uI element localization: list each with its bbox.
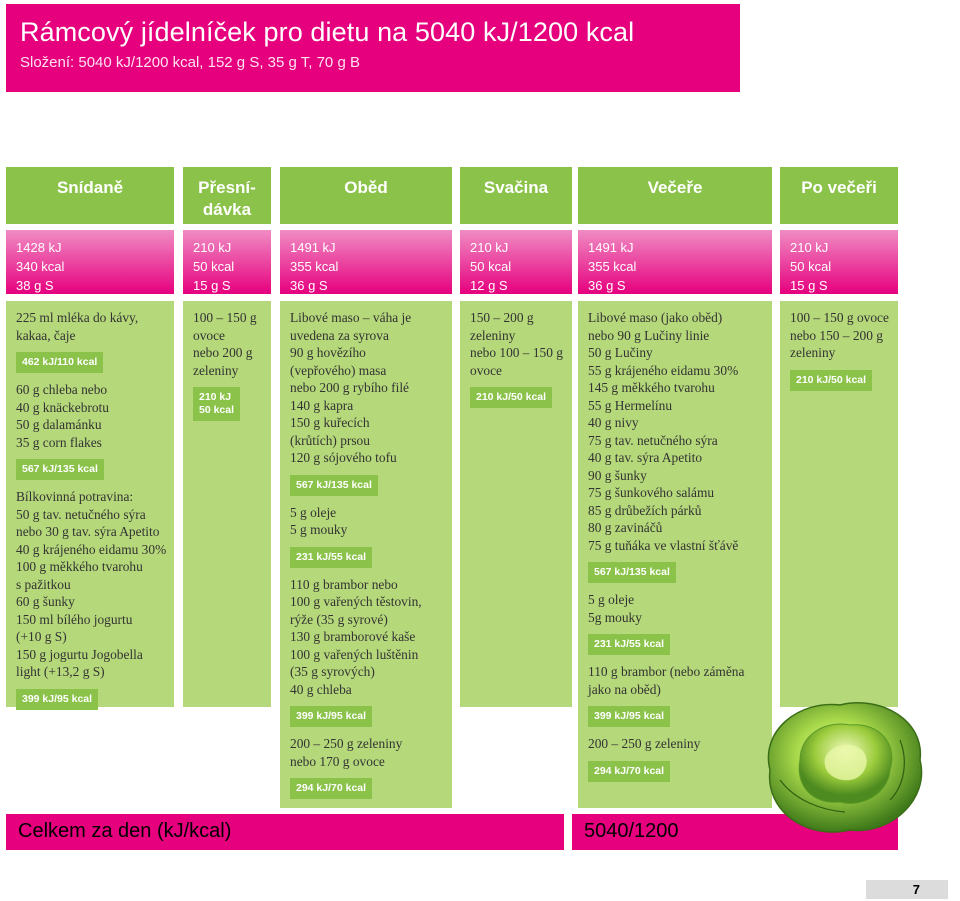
food-line: 100 g vařených luštěnin xyxy=(290,646,419,662)
total-label: Celkem za den (kJ/kcal) xyxy=(6,814,564,850)
food-line: 40 g knäckebrotu xyxy=(16,399,109,415)
energy-value: 50 kcal xyxy=(470,259,512,274)
food-line: (+10 g S) xyxy=(16,629,67,644)
food-line: 35 g corn flakes xyxy=(16,434,102,450)
food-line: nebo 30 g tav. sýra Apetito xyxy=(16,524,160,539)
food-line: nebo 170 g ovoce xyxy=(290,753,385,769)
food-line: 75 g tuňáka ve vlastní šťávě xyxy=(588,537,739,553)
energy-value: 340 kcal xyxy=(16,259,65,274)
energy-badge-line: 210 kJ xyxy=(199,391,232,403)
food-line: 200 – 250 g zeleniny xyxy=(588,736,701,751)
column-body xyxy=(578,301,772,808)
food-line: 55 g Hermelínu xyxy=(588,397,673,413)
energy-value: 210 kJ xyxy=(193,240,232,255)
energy-value: 1491 kJ xyxy=(588,240,634,255)
lettuce-illustration xyxy=(750,660,950,860)
energy-value: 210 kJ xyxy=(470,240,509,255)
food-line: (vepřového) masa xyxy=(290,362,387,378)
food-line: 150 g jogurtu Jogobella xyxy=(16,646,143,662)
energy-value: 36 g S xyxy=(588,278,626,293)
column-body xyxy=(280,301,452,808)
energy-badge: 567 kJ/135 kcal xyxy=(290,475,378,496)
energy-value: 15 g S xyxy=(790,278,828,293)
energy-badge xyxy=(193,387,240,421)
page-number: 7 xyxy=(866,880,948,899)
food-line: uvedena za syrova xyxy=(290,327,389,343)
energy-badge: 231 kJ/55 kcal xyxy=(588,634,670,655)
column-energy xyxy=(280,230,452,294)
energy-badge: 210 kJ/50 kcal xyxy=(790,370,872,391)
food-line: 60 g chleba nebo xyxy=(16,382,108,397)
energy-badge: 567 kJ/135 kcal xyxy=(588,562,676,583)
energy-value: 50 kcal xyxy=(193,259,235,274)
food-line: rýže (35 g syrové) xyxy=(290,611,388,627)
food-line: nebo 200 g rybího filé xyxy=(290,380,410,395)
energy-value: 36 g S xyxy=(290,278,328,293)
energy-value: 15 g S xyxy=(193,278,231,293)
column-body xyxy=(460,301,572,707)
column-energy xyxy=(183,230,271,294)
food-line: jako na oběd) xyxy=(588,681,661,697)
food-line: 120 g sójového tofu xyxy=(290,450,397,465)
energy-badge: 399 kJ/95 kcal xyxy=(16,689,98,710)
energy-value: 38 g S xyxy=(16,278,54,293)
food-line: Libové maso (jako oběd) xyxy=(588,310,723,325)
food-line: ovoce xyxy=(470,362,502,378)
column-energy xyxy=(460,230,572,294)
food-line: nebo 90 g Lučiny linie xyxy=(588,327,710,343)
energy-badge: 294 kJ/70 kcal xyxy=(290,778,372,799)
food-line: 5g mouky xyxy=(588,609,642,625)
column-energy xyxy=(780,230,898,294)
food-line: 40 g krájeného eidamu 30% xyxy=(16,541,167,557)
food-line: 150 – 200 g xyxy=(470,310,534,325)
food-line: 100 – 150 g ovoce xyxy=(790,310,889,325)
food-line: 40 g chleba xyxy=(290,681,352,697)
energy-badge: 294 kJ/70 kcal xyxy=(588,761,670,782)
food-line: 5 g mouky xyxy=(290,522,348,537)
food-line: zeleniny xyxy=(193,362,239,378)
food-line: 40 g nivy xyxy=(588,415,639,430)
food-line: Libové maso – váha je xyxy=(290,310,412,325)
food-line: 90 g hovězího xyxy=(290,345,366,360)
column-header: Večeře xyxy=(578,167,772,224)
food-line: zeleniny xyxy=(470,327,516,343)
food-line: 130 g bramborové kaše xyxy=(290,629,416,644)
food-line: 140 g kapra xyxy=(290,397,354,413)
energy-value: 12 g S xyxy=(470,278,508,293)
food-line: Bílkovinná potravina: xyxy=(16,489,134,504)
food-line: (35 g syrových) xyxy=(290,664,375,679)
food-line: 150 g kuřecích xyxy=(290,415,370,430)
energy-badge-line: 50 kcal xyxy=(199,404,235,416)
column-body xyxy=(183,301,271,707)
food-line: 225 ml mléka do kávy, xyxy=(16,310,139,325)
energy-value: 210 kJ xyxy=(790,240,829,255)
food-line: ovoce xyxy=(193,327,225,343)
food-line: 80 g zavináčů xyxy=(588,520,663,535)
energy-badge: 231 kJ/55 kcal xyxy=(290,547,372,568)
food-line: 55 g krájeného eidamu 30% xyxy=(588,362,739,378)
page-subtitle: Složení: 5040 kJ/1200 kcal, 152 g S, 35 g T, 70 g B xyxy=(20,54,360,71)
column-header: Snídaně xyxy=(6,167,174,224)
food-line: 75 g tav. netučného sýra xyxy=(588,432,718,448)
food-line: (krůtích) prsou xyxy=(290,432,370,448)
energy-badge: 399 kJ/95 kcal xyxy=(588,706,670,727)
food-line: 150 ml bílého jogurtu xyxy=(16,611,133,627)
energy-badge: 567 kJ/135 kcal xyxy=(16,459,104,480)
food-line: 90 g šunky xyxy=(588,467,647,483)
food-line: 60 g šunky xyxy=(16,594,75,609)
page-header xyxy=(6,4,740,92)
food-line: 110 g brambor nebo xyxy=(290,576,398,592)
food-line: 75 g šunkového salámu xyxy=(588,485,715,500)
energy-value: 1491 kJ xyxy=(290,240,336,255)
column-energy xyxy=(6,230,174,294)
column-header: Svačina xyxy=(460,167,572,224)
food-line: 50 g Lučiny xyxy=(588,345,653,360)
food-line: 50 g tav. netučného sýra xyxy=(16,506,146,522)
food-line: 5 g oleje xyxy=(290,504,337,520)
column-header-line: dávka xyxy=(202,200,252,219)
total-value: 5040/1200 xyxy=(572,814,898,850)
column-header: Oběd xyxy=(280,167,452,224)
column-header xyxy=(183,167,271,224)
energy-badge: 210 kJ/50 kcal xyxy=(470,387,552,408)
food-line: 145 g měkkého tvarohu xyxy=(588,380,715,395)
column-header-line: Přesní- xyxy=(198,178,256,197)
food-line: nebo 100 – 150 g xyxy=(470,345,563,360)
page-title: Rámcový jídelníček pro dietu na 5040 kJ/1200 kcal xyxy=(20,17,635,47)
column-body xyxy=(780,301,898,707)
food-line: 100 – 150 g xyxy=(193,310,257,325)
food-line: 100 g vařených těstovin, xyxy=(290,594,422,609)
food-line: 100 g měkkého tvarohu xyxy=(16,559,143,574)
food-line: 50 g dalamánku xyxy=(16,417,102,432)
food-line: nebo 200 g xyxy=(193,345,253,360)
food-line: 200 – 250 g zeleniny xyxy=(290,736,403,751)
energy-badge: 399 kJ/95 kcal xyxy=(290,706,372,727)
energy-value: 50 kcal xyxy=(790,259,832,274)
energy-value: 355 kcal xyxy=(290,259,339,274)
energy-value: 1428 kJ xyxy=(16,240,62,255)
food-line: s pažitkou xyxy=(16,576,71,592)
food-line: nebo 150 – 200 g xyxy=(790,327,883,343)
food-line: zeleniny xyxy=(790,345,836,360)
column-body xyxy=(6,301,174,707)
food-line: 5 g oleje xyxy=(588,592,635,607)
energy-value: 355 kcal xyxy=(588,259,637,274)
column-energy xyxy=(578,230,772,294)
food-line: light (+13,2 g S) xyxy=(16,664,105,679)
food-line: 40 g tav. sýra Apetito xyxy=(588,450,703,465)
food-line: 110 g brambor (nebo záměna xyxy=(588,664,745,679)
column-header: Po večeři xyxy=(780,167,898,224)
food-line: kakaa, čaje xyxy=(16,327,76,343)
food-line: 85 g drůbežích párků xyxy=(588,502,702,518)
energy-badge: 462 kJ/110 kcal xyxy=(16,352,103,373)
